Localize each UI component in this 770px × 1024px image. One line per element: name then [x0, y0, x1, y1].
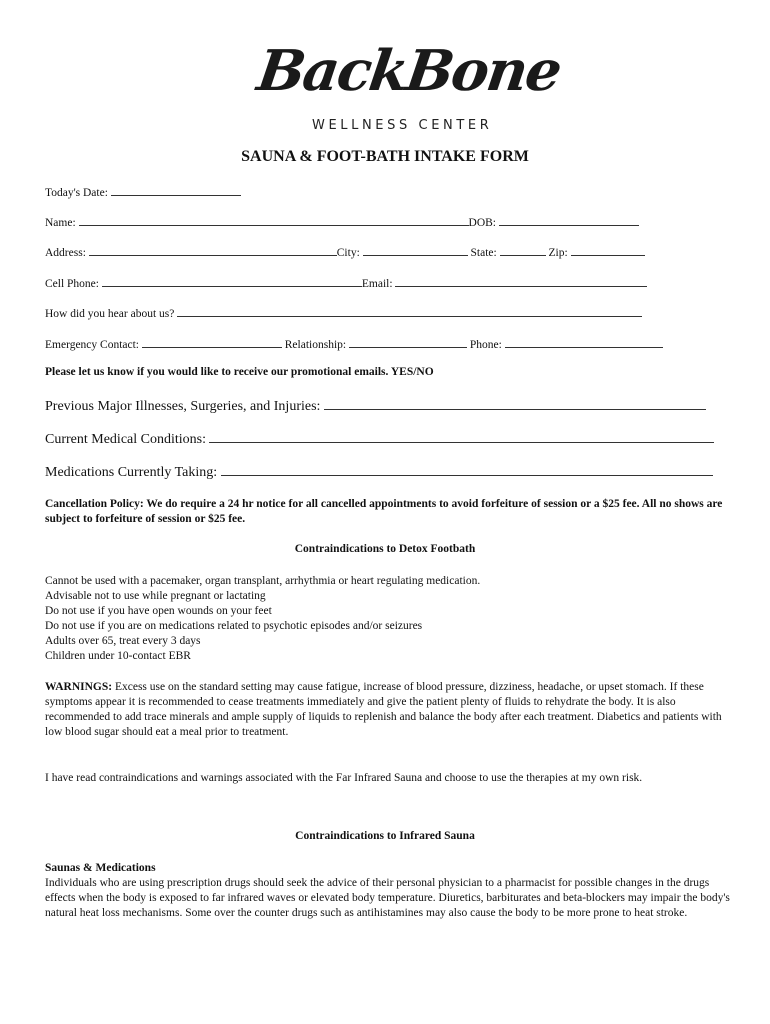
todays-date-label: Today's Date:	[45, 187, 108, 199]
zip-field[interactable]	[571, 244, 645, 256]
cell-phone-field[interactable]	[102, 275, 362, 287]
email-label: Email:	[361, 278, 393, 290]
list-item: Children under 10-contact EBR	[45, 650, 191, 662]
todays-date-row	[45, 184, 241, 199]
conditions-label: Current Medical Conditions:	[45, 432, 206, 447]
list-item: Adults over 65, treat every 3 days	[45, 635, 201, 647]
hear-about-label: How did you hear about us?	[45, 308, 175, 320]
address-label: Address:	[45, 247, 86, 259]
list-item: Cannot be used with a pacemaker, organ transplant, arrhythmia or heart regulating medication.	[45, 575, 481, 587]
phone-label: Phone:	[469, 339, 502, 351]
todays-date-field[interactable]	[111, 184, 241, 196]
dob-label: DOB:	[468, 217, 497, 229]
sauna-heading: Contraindications to Infrared Sauna	[295, 830, 475, 842]
hear-about-field[interactable]	[177, 305, 642, 317]
phone-field[interactable]	[505, 336, 663, 348]
list-item: Advisable not to use while pregnant or lactating	[45, 590, 266, 602]
address-field[interactable]	[89, 244, 337, 256]
address-row	[45, 244, 645, 259]
state-field[interactable]	[500, 244, 546, 256]
name-row	[45, 214, 639, 229]
zip-label: Zip:	[548, 247, 568, 259]
illnesses-field[interactable]	[324, 398, 706, 410]
emergency-contact-label: Emergency Contact:	[45, 339, 139, 351]
medications-field[interactable]	[221, 464, 713, 476]
dob-field[interactable]	[499, 214, 639, 226]
illnesses-label: Previous Major Illnesses, Surgeries, and Injuries:	[45, 399, 321, 414]
referral-row	[45, 305, 642, 320]
relationship-field[interactable]	[349, 336, 467, 348]
conditions-field[interactable]	[209, 431, 714, 443]
conditions-row	[45, 431, 714, 448]
illnesses-row	[45, 398, 706, 415]
promo-line: Please let us know if you would like to receive our promotional emails. YES/NO	[45, 366, 434, 378]
logo-script-text: BackBone	[253, 38, 565, 104]
form-title: SAUNA & FOOT-BATH INTAKE FORM	[241, 148, 529, 165]
warnings-paragraph	[45, 680, 730, 740]
cell-phone-label: Cell Phone:	[45, 278, 99, 290]
footbath-list	[45, 574, 730, 664]
state-label: State:	[470, 247, 497, 259]
emergency-contact-field[interactable]	[142, 336, 282, 348]
cancellation-policy: Cancellation Policy: We do require a 24 hr notice for all cancelled appointments to avoid forfeiture of session or a $25 fee. All no shows are subject to forfeiture of session or $25 fee.	[45, 498, 723, 525]
emergency-row	[45, 336, 663, 351]
saunas-meds-heading: Saunas & Medications	[45, 862, 156, 874]
warnings-text: Excess use on the standard setting may cause fatigue, increase of blood pressure, dizziness, headache, or upset stomach. If these symptoms appear it is recommended to cease treatments immediately and give the patient plenty of fluids to rehydrate the body. It is also recommended to add trace minerals and ample supply of liquids to replenish and balance the body after each treatment. Diabetics and patients with low blood sugar should eat a meal prior to treatment.	[45, 681, 722, 738]
saunas-meds-text: Individuals who are using prescription drugs should seek the advice of their personal physician to a pharmacist for possible changes in the drugs effects when the body is exposed to far infrared waves or elevated body temperature. Diuretics, barbiturates and beta-blockers may impair the body's natural heat loss mechanisms. Some over the counter drugs such as antihistamines may also cause the body to be more prone to heat stroke.	[45, 877, 730, 919]
medications-row	[45, 464, 713, 481]
brand-logo	[250, 38, 565, 138]
email-field[interactable]	[395, 275, 647, 287]
warnings-label: WARNINGS:	[45, 681, 113, 693]
contact-row	[45, 275, 647, 290]
logo-subtitle: WELLNESS CENTER	[312, 118, 493, 133]
city-field[interactable]	[363, 244, 468, 256]
city-label: City:	[336, 247, 360, 259]
list-item: Do not use if you are on medications related to psychotic episodes and/or seizures	[45, 620, 423, 632]
name-label: Name:	[45, 217, 76, 229]
acknowledgement: I have read contraindications and warnings associated with the Far Infrared Sauna and choose to use the therapies at my own risk.	[45, 772, 643, 784]
footbath-heading: Contraindications to Detox Footbath	[294, 543, 476, 555]
name-field[interactable]	[79, 214, 469, 226]
medications-label: Medications Currently Taking:	[45, 465, 218, 480]
relationship-label: Relationship:	[284, 339, 347, 351]
list-item: Do not use if you have open wounds on your feet	[45, 605, 272, 617]
